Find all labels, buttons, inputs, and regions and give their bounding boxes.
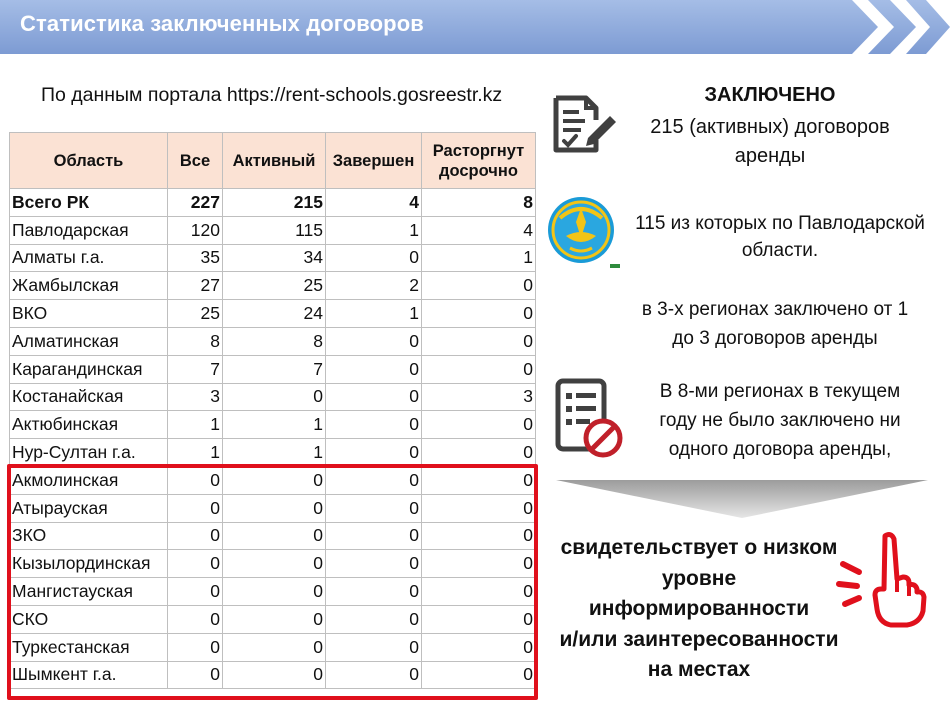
cell-active: 1 [223, 439, 326, 467]
cell-terminated: 1 [422, 244, 536, 272]
cell-active: 0 [223, 494, 326, 522]
concluded-line-1: 215 (активных) договоров [650, 116, 890, 138]
cell-completed: 0 [326, 605, 422, 633]
cell-region: Павлодарская [10, 216, 168, 244]
cell-all: 3 [168, 383, 223, 411]
cell-terminated: 0 [422, 494, 536, 522]
cell-active: 215 [223, 189, 326, 217]
cell-completed: 0 [326, 494, 422, 522]
eight-regions-line-3: одного договора аренды, [668, 439, 892, 460]
cell-completed: 0 [326, 550, 422, 578]
cell-completed: 0 [326, 327, 422, 355]
source-note: По данным портала https://rent-schools.gosreestr.kz [41, 84, 503, 106]
cell-terminated: 0 [422, 272, 536, 300]
col-header-terminated: Расторгнут досрочно [422, 133, 536, 189]
cell-region: Костанайская [10, 383, 168, 411]
cell-all: 1 [168, 411, 223, 439]
cell-all: 0 [168, 494, 223, 522]
cell-terminated: 0 [422, 411, 536, 439]
down-arrow-band [556, 480, 928, 525]
conclusion-line-5: на местах [647, 658, 751, 681]
cell-region: ЗКО [10, 522, 168, 550]
concluded-line-2: аренды [734, 145, 806, 167]
document-signature-icon [552, 94, 618, 161]
cell-completed: 0 [326, 522, 422, 550]
cell-active: 0 [223, 605, 326, 633]
table-row [10, 411, 536, 439]
table-row [10, 355, 536, 383]
cell-completed: 0 [326, 411, 422, 439]
cell-active: 1 [223, 411, 326, 439]
cell-all: 25 [168, 300, 223, 328]
cell-active: 115 [223, 216, 326, 244]
table-row [10, 439, 536, 467]
cell-terminated: 3 [422, 383, 536, 411]
cell-active: 0 [223, 633, 326, 661]
cell-active: 7 [223, 355, 326, 383]
cell-all: 0 [168, 550, 223, 578]
cell-completed: 1 [326, 216, 422, 244]
cell-terminated: 4 [422, 216, 536, 244]
table-row [10, 300, 536, 328]
cell-terminated: 0 [422, 633, 536, 661]
eight-regions-line-2: году не было заключено ни [659, 410, 901, 431]
zero-regions-highlight [7, 464, 538, 700]
cell-region: СКО [10, 605, 168, 633]
cell-region: Атырауская [10, 494, 168, 522]
cell-all: 0 [168, 661, 223, 689]
eight-regions-line-1: В 8-ми регионах в текущем [659, 381, 901, 402]
pavlodar-line-2: области. [741, 240, 819, 261]
cell-active: 0 [223, 466, 326, 494]
cell-terminated: 8 [422, 189, 536, 217]
cell-terminated: 0 [422, 355, 536, 383]
col-header-active: Активный [223, 133, 326, 189]
cell-completed: 0 [326, 633, 422, 661]
table-row [10, 272, 536, 300]
cell-all: 0 [168, 466, 223, 494]
cell-all: 0 [168, 578, 223, 606]
header-banner [0, 0, 950, 55]
cell-region: Нур-Султан г.а. [10, 439, 168, 467]
list-forbidden-icon [555, 378, 625, 465]
cell-active: 0 [223, 550, 326, 578]
hand-pointing-icon [835, 528, 935, 633]
cell-region: Алматы г.а. [10, 244, 168, 272]
cell-terminated: 0 [422, 605, 536, 633]
cell-active: 25 [223, 272, 326, 300]
table-row [10, 383, 536, 411]
cell-completed: 0 [326, 383, 422, 411]
cell-region: Туркестанская [10, 633, 168, 661]
cell-region: Мангистауская [10, 578, 168, 606]
cell-active: 8 [223, 327, 326, 355]
cell-all: 8 [168, 327, 223, 355]
conclusion-line-4: и/или заинтересованности [559, 627, 839, 651]
table-header-row [10, 133, 536, 189]
cell-terminated: 0 [422, 661, 536, 689]
cell-region: Кызылординская [10, 550, 168, 578]
cell-active: 0 [223, 661, 326, 689]
cell-all: 120 [168, 216, 223, 244]
col-header-completed: Завершен [326, 133, 422, 189]
cell-active: 0 [223, 578, 326, 606]
cell-active: 0 [223, 522, 326, 550]
pavlodar-line-1: 115 из которых по Павлодарской [635, 213, 925, 234]
cell-all: 1 [168, 439, 223, 467]
cell-region: Всего РК [10, 189, 168, 217]
conclusion-line-1: свидетельствует о низком [560, 536, 838, 559]
cell-all: 227 [168, 189, 223, 217]
cell-completed: 0 [326, 466, 422, 494]
conclusion-text [553, 533, 845, 686]
cell-region: Акмолинская [10, 466, 168, 494]
cell-active: 0 [223, 383, 326, 411]
cell-completed: 0 [326, 355, 422, 383]
cell-region: Алматинская [10, 327, 168, 355]
table-row [10, 327, 536, 355]
cell-all: 0 [168, 605, 223, 633]
concluded-title: ЗАКЛЮЧЕНО [704, 84, 836, 106]
cell-all: 35 [168, 244, 223, 272]
col-header-all: Все [168, 133, 223, 189]
cell-all: 0 [168, 633, 223, 661]
three-regions-line-2: до 3 договоров аренды [672, 328, 878, 349]
cell-terminated: 0 [422, 300, 536, 328]
conclusion-line-2: уровне [661, 566, 737, 590]
table-row [10, 216, 536, 244]
cell-completed: 1 [326, 300, 422, 328]
cell-completed: 0 [326, 439, 422, 467]
cell-region: Актюбинская [10, 411, 168, 439]
cell-active: 24 [223, 300, 326, 328]
cell-all: 0 [168, 522, 223, 550]
cell-all: 7 [168, 355, 223, 383]
page-title: Статистика заключенных договоров [20, 11, 424, 36]
cell-terminated: 0 [422, 327, 536, 355]
cell-region: Жамбылская [10, 272, 168, 300]
three-regions-line-1: в 3-х регионах заключено от 1 [641, 299, 909, 320]
cell-region: Карагандинская [10, 355, 168, 383]
cell-completed: 0 [326, 244, 422, 272]
cell-active: 34 [223, 244, 326, 272]
table-row-total [10, 189, 536, 217]
pavlodar-emblem-icon [546, 192, 622, 277]
cell-terminated: 0 [422, 578, 536, 606]
table-row [10, 244, 536, 272]
col-header-region: Область [10, 133, 168, 189]
cell-all: 27 [168, 272, 223, 300]
cell-completed: 0 [326, 578, 422, 606]
conclusion-line-3: информированности [588, 597, 810, 620]
cell-terminated: 0 [422, 522, 536, 550]
cell-terminated: 0 [422, 466, 536, 494]
cell-terminated: 0 [422, 439, 536, 467]
cell-completed: 2 [326, 272, 422, 300]
cell-region: Шымкент г.а. [10, 661, 168, 689]
cell-completed: 0 [326, 661, 422, 689]
cell-terminated: 0 [422, 550, 536, 578]
cell-region: ВКО [10, 300, 168, 328]
cell-completed: 4 [326, 189, 422, 217]
